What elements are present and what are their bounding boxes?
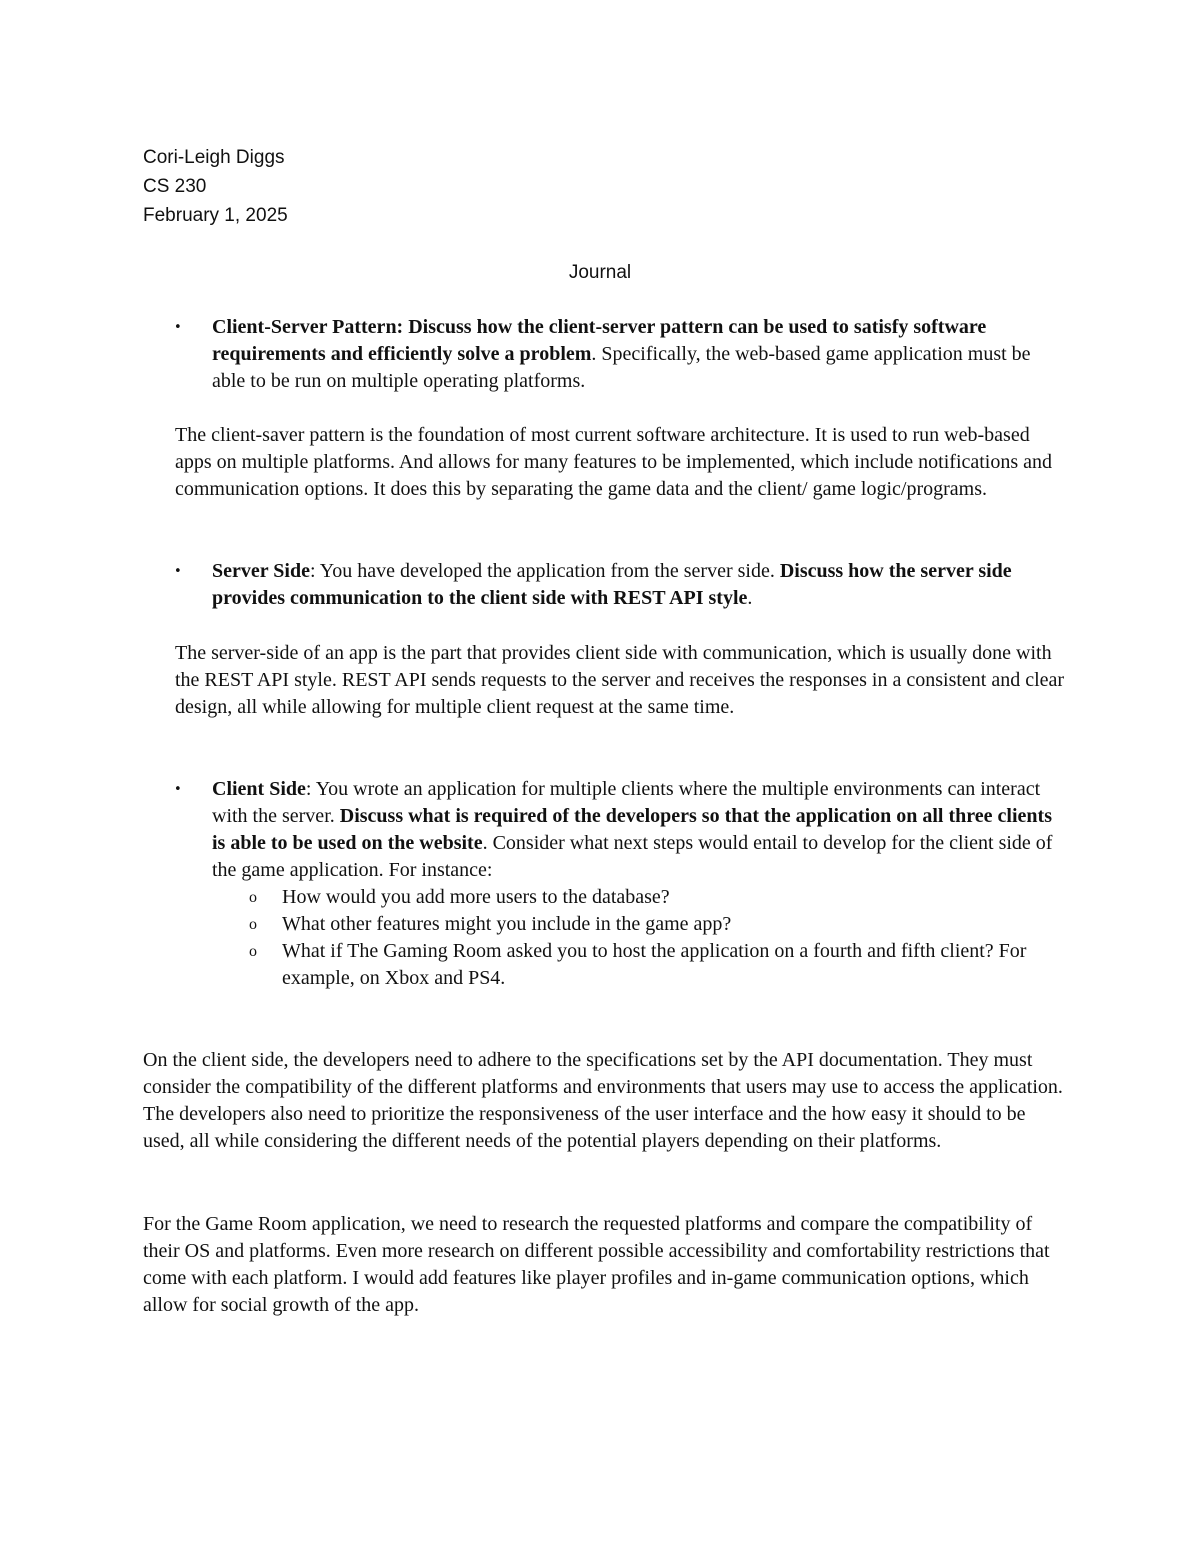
- bullet-marker: •: [174, 564, 182, 579]
- prompt-client-side: [174, 776, 1067, 992]
- bullet-marker: •: [174, 320, 182, 335]
- prompt-end: .: [747, 587, 753, 609]
- prompt-bold-question: Discuss how the server side provides communication to the client side with REST API style: [212, 560, 1012, 609]
- prompt-bold-heading: Client Side: [212, 778, 306, 800]
- answer-game-room: For the Game Room application, we need to research the requested platforms and compare the compatibility of their OS and platforms. Even more research on different possible accessibility and comfortability restrictions that come with each platform. I would add features like player profiles and in-game communication options, which allow for social growth of the app.: [143, 1213, 1050, 1316]
- prompt-bold-text: Client-Server Pattern: Discuss how the client-server pattern can be used to satisfy software requirements and efficiently solve a problem: [212, 316, 987, 365]
- bullet-marker: •: [174, 782, 182, 797]
- prompt-text: . Specifically, the web-based game application must be able to be run on multiple operating platforms.: [212, 343, 1031, 392]
- sub-question-text: How would you add more users to the database?: [282, 886, 670, 908]
- course-code: CS 230: [143, 176, 207, 197]
- sub-question-item: [212, 884, 1072, 911]
- prompt-end: . Consider what next steps would entail to develop for the client side of the game application. For instance:: [212, 832, 1053, 881]
- prompt-bold-heading: Server Side: [212, 560, 310, 582]
- document-title: Journal: [568, 262, 632, 283]
- answer-server-side: The server-side of an app is the part that provides client side with communication, which is usually done with the REST API style. REST API sends requests to the server and receives the responses in a consistent and clear design, all while allowing for multiple client request at the same time.: [175, 642, 1065, 718]
- sub-question-text: What other features might you include in the game app?: [282, 913, 732, 935]
- prompt-text: : You have developed the application from the server side.: [309, 560, 780, 582]
- answer-client-server: The client-saver pattern is the foundation of most current software architecture. It is used to run web-based apps on multiple platforms. And allows for many features to be implemented, which include notifications and communication options. It does this by separating the game data and the client/ game logic/programs.: [175, 424, 1053, 500]
- author-name: Cori-Leigh Diggs: [143, 147, 285, 168]
- prompt-text: : You wrote an application for multiple clients where the multiple environments can interact with the server.: [212, 778, 1041, 827]
- document-date: February 1, 2025: [143, 205, 288, 226]
- prompt-bold-question: Discuss what is required of the developers so that the application on all three clients is able to be used on the website: [212, 805, 1052, 854]
- prompt-server-side: [174, 558, 1067, 612]
- prompt-client-server: [174, 314, 1067, 395]
- sub-bullet-marker: o: [249, 889, 257, 906]
- answer-client-side: On the client side, the developers need to adhere to the specifications set by the API documentation. They must consider the compatibility of the different platforms and environments that users may use to access the application. The developers also need to prioritize the responsiveness of the user interface and the how easy it should to be used, all while considering the different needs of the potential players depending on their platforms.: [143, 1049, 1063, 1152]
- sub-bullet-marker: o: [249, 943, 257, 960]
- sub-question-list: [249, 884, 1072, 992]
- sub-bullet-marker: o: [249, 916, 257, 933]
- document-header: [143, 143, 743, 230]
- sub-question-item: [212, 938, 1072, 992]
- sub-question-text: What if The Gaming Room asked you to host the application on a fourth and fifth client? For example, on Xbox and PS4.: [282, 940, 1027, 989]
- sub-question-item: [212, 911, 1072, 938]
